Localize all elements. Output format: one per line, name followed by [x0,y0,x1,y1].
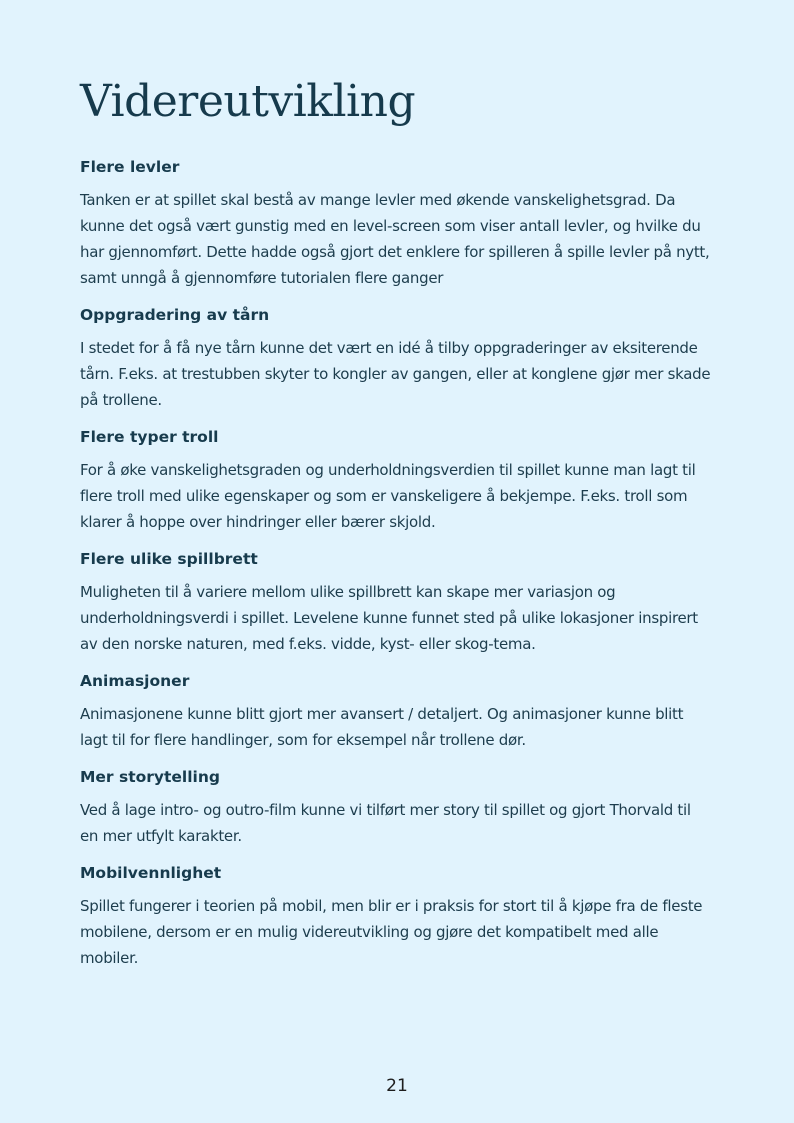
section-heading: Mobilvennlighet [80,864,222,882]
section-mer-storytelling [80,766,712,849]
section-heading: Flere ulike spillbrett [80,550,258,568]
section-mobilvennlighet [80,862,712,971]
section-body: I stedet for å få nye tårn kunne det vært en idé å tilby oppgraderinger av eksiterende tårn. F.eks. at trestubben skyter to kongler av gangen, eller at konglene gjør mer skade på trollene. [80,339,711,409]
section-body: For å øke vanskelighetsgraden og underholdningsverdien til spillet kunne man lagt til flere troll med ulike egenskaper og som er vanskeligere å bekjempe. F.eks. troll som klarer å hoppe over hindringer eller bærer skjold. [80,461,696,531]
page-number: 21 [386,1076,408,1096]
section-flere-ulike-spillbrett [80,548,712,657]
page-title: Videreutvikling [80,76,416,127]
section-heading: Flere typer troll [80,428,219,446]
content [80,156,712,984]
section-heading: Oppgradering av tårn [80,306,270,324]
section-oppgradering-av-tarn [80,304,712,413]
section-heading: Flere levler [80,158,180,176]
section-flere-typer-troll [80,426,712,535]
section-body: Ved å lage intro- og outro-film kunne vi tilført mer story til spillet og gjort Thorvald til en mer utfylt karakter. [80,801,691,845]
section-body: Muligheten til å variere mellom ulike spillbrett kan skape mer variasjon og underholdningsverdi i spillet. Levelene kunne funnet sted på ulike lokasjoner inspirert av den norske naturen, med f.eks. vidde, kyst- eller skog-tema. [80,583,698,653]
section-heading: Animasjoner [80,672,190,690]
section-body: Tanken er at spillet skal bestå av mange levler med økende vanskelighetsgrad. Da kunne det også vært gunstig med en level-screen som viser antall levler, og hvilke du har gjennomført. Dette hadde også gjort det enklere for spilleren å spille levler på nytt, samt unngå å gjennomføre tutorialen flere ganger [80,191,710,287]
section-flere-levler [80,156,712,291]
section-body: Spillet fungerer i teorien på mobil, men blir er i praksis for stort til å kjøpe fra de fleste mobilene, dersom er en mulig videreutvikling og gjøre det kompatibelt med alle mobiler. [80,897,703,967]
section-heading: Mer storytelling [80,768,220,786]
section-body: Animasjonene kunne blitt gjort mer avansert / detaljert. Og animasjoner kunne blitt lagt til for flere handlinger, som for eksempel når trollene dør. [80,705,684,749]
section-animasjoner [80,670,712,753]
